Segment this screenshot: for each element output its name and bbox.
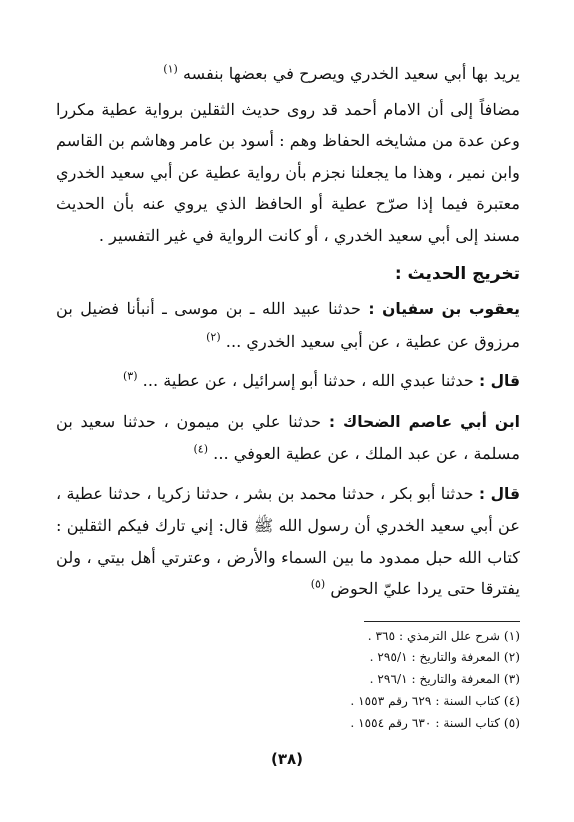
footnote-item: (٢) المعرفة والتاريخ : ٢٩٥/١ . [369, 650, 520, 665]
paragraph-5 [56, 406, 520, 470]
footnote-ref-5: (٥) [310, 577, 326, 591]
footnote-ref-2: (٢) [206, 330, 221, 344]
paragraph-1 [56, 58, 520, 90]
paragraph-text: مضافاً إلى أن الامام أحمد قد روى حديث الثقلين برواية عطية مكررا وعن عدة من مشايخه الحفاظ وهم : أسود بن عامر وهاشم بن القاسم وابن نمير ، وهذا ما يجعلنا نجزم بأن رواية عطية عن أبي سعيد الخدري معتبرة فيما إذا صرّح عطية أو الحافظ الذي يروي عنه بأن الحديث مسند إلى أبي سعيد الخدري ، أو كانت الرواية في غير التفسير . [56, 99, 520, 245]
paragraph-6 [56, 478, 520, 605]
narrator-name: يعقوب بن سفيان : [368, 300, 520, 318]
narrator-name: قال : [478, 484, 520, 503]
paragraph-text: يريد بها أبي سعيد الخدري ويصرح في بعضها بنفسه [182, 64, 520, 83]
narrator-name: ابن أبي عاصم الضحاك : [328, 412, 520, 431]
paragraph-3 [56, 293, 520, 357]
footnote-ref-3: (٣) [123, 369, 138, 383]
paragraph-text: حدثنا عبدي الله ، حدثنا أبو إسرائيل ، عن عطية ... [142, 371, 474, 390]
narrator-name: قال : [478, 372, 520, 390]
footnote-item: (٤) كتاب السنة : ٦٢٩ رقم ١٥٥٣ . [350, 693, 520, 708]
footnote-divider [364, 621, 520, 622]
footnote-ref-1: (١) [163, 62, 178, 76]
paragraph-4 [56, 365, 520, 398]
footnote-item: (١) شرح علل الترمذي : ٣٦٥ . [367, 628, 520, 643]
footnote-item: (٣) المعرفة والتاريخ : ٢٩٦/١ . [369, 672, 520, 687]
page-number: (٣٨) [270, 750, 304, 768]
paragraph-text: حدثنا علي بن ميمون ، حدثنا سعيد بن مسلمة ، عن عبد الملك ، عن عطية العوفي ... [56, 411, 520, 463]
paragraph-text: حدثنا عبيد الله ـ بن موسى ـ أنبأنا فضيل بن مرزوق عن عطية ، عن أبي سعيد الخدري ... [56, 299, 520, 351]
footnote-item: (٥) كتاب السنة : ٦٣٠ رقم ١٥٥٤ . [350, 715, 520, 730]
paragraph-text: حدثنا أبو بكر ، حدثنا محمد بن بشر ، حدثنا زكريا ، حدثنا عطية ، عن أبي سعيد الخدري أن رسول الله ﷺ قال: إني تارك فيكم الثقلين : كتاب الله حبل ممدود ما بين السماء والأرض ، وعترتي أهل بيتي ، ولن يفترقا حتى يردا عليّ الحوض [56, 483, 520, 598]
section-heading: تخريج الحديث : [394, 264, 520, 284]
footnotes-list [56, 626, 520, 735]
footnote-ref-4: (٤) [193, 442, 209, 456]
paragraph-2 [56, 94, 520, 252]
